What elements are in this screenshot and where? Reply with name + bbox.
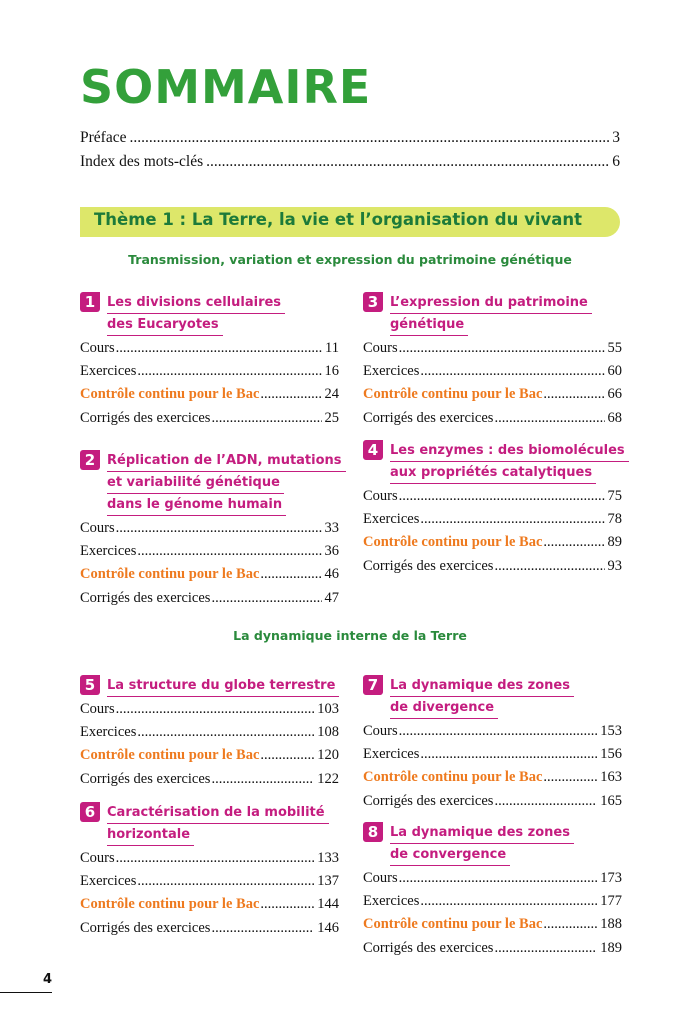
chapter-entries (363, 488, 622, 581)
toc-entry-page: 16 (324, 363, 339, 380)
toc-entry-page: 133 (317, 850, 339, 866)
chapter-6 (80, 802, 339, 943)
chapter-entries (80, 850, 339, 943)
page-title: SOMMAIRE (80, 60, 372, 114)
page-number (0, 970, 52, 993)
toc-entry-page: 146 (317, 919, 339, 936)
chapter-header[interactable] (363, 292, 622, 336)
chapter-7 (363, 675, 622, 816)
toc-entry[interactable] (363, 363, 622, 386)
toc-entry-page: 11 (325, 340, 339, 356)
chapter-title-line: horizontale (107, 824, 194, 846)
toc-entry[interactable] (80, 850, 339, 873)
dot-leader (116, 340, 322, 357)
chapter-title (107, 292, 339, 336)
dot-leader (420, 363, 604, 380)
dot-leader (494, 558, 604, 575)
toc-entry-label: Contrôle continu pour le Bac (363, 534, 543, 551)
toc-entry-page: 122 (317, 770, 339, 787)
dot-leader (260, 747, 314, 764)
dot-leader (399, 870, 598, 887)
dot-leader (494, 410, 604, 427)
toc-entry[interactable] (363, 386, 622, 409)
chapter-number-badge: 5 (80, 675, 100, 695)
section-title: Transmission, variation et expression du patrimoine génétique (128, 252, 572, 267)
chapter-title-line: de divergence (390, 697, 498, 719)
toc-entry-label: Exercices (80, 363, 137, 380)
toc-entry[interactable] (363, 558, 622, 581)
dot-leader (543, 769, 597, 786)
toc-entry-label: Préface (80, 129, 127, 146)
chapter-1 (80, 292, 339, 433)
section-title: La dynamique interne de la Terre (233, 628, 467, 643)
chapter-3 (363, 292, 622, 433)
toc-entry-page: 120 (317, 747, 339, 764)
chapter-entries (80, 701, 339, 794)
chapter-8 (363, 822, 622, 963)
chapter-title-line: La dynamique des zones (390, 822, 574, 844)
chapter-title (390, 292, 622, 336)
chapter-title (390, 675, 622, 719)
toc-entry[interactable] (80, 410, 339, 433)
theme-banner (80, 207, 620, 237)
toc-entry-label: Corrigés des exercices (80, 919, 211, 936)
toc-entry[interactable] (80, 701, 339, 724)
toc-entry-label: Cours (80, 340, 115, 356)
toc-entry-label: Cours (363, 340, 398, 356)
toc-entry[interactable] (363, 940, 622, 963)
dot-leader (260, 566, 321, 583)
toc-entry-label: Cours (80, 520, 115, 536)
toc-entry-label: Contrôle continu pour le Bac (363, 769, 543, 786)
dot-leader (543, 386, 604, 403)
dot-leader (260, 896, 314, 913)
dot-leader (399, 723, 598, 740)
toc-entry[interactable] (80, 543, 339, 566)
toc-entry-page: 75 (607, 488, 622, 504)
toc-entry-page: 156 (600, 746, 622, 763)
dot-leader (543, 534, 604, 551)
toc-entry-label: Contrôle continu pour le Bac (80, 896, 260, 913)
toc-entry-label: Corrigés des exercices (80, 409, 211, 426)
toc-entry-page: 188 (600, 916, 622, 933)
toc-entry-index[interactable] (80, 153, 620, 171)
toc-entry-page: 103 (317, 701, 339, 717)
chapter-number-badge: 3 (363, 292, 383, 312)
toc-entry[interactable] (80, 896, 339, 919)
toc-entry-label: Exercices (363, 746, 420, 763)
toc-entry-label: Exercices (80, 543, 137, 560)
toc-entry-page: 3 (612, 129, 620, 146)
toc-entry-label: Cours (363, 488, 398, 504)
dot-leader (494, 940, 597, 957)
chapter-title-line: Les divisions cellulaires (107, 292, 285, 314)
chapter-title-line: de convergence (390, 844, 510, 866)
toc-entry[interactable] (363, 511, 622, 534)
chapter-title-line: des Eucaryotes (107, 314, 223, 336)
toc-entry-page: 137 (317, 873, 339, 890)
toc-entry[interactable] (80, 747, 339, 770)
toc-entry-page: 36 (324, 543, 339, 560)
dot-leader (137, 363, 321, 380)
toc-entry-page: 60 (607, 363, 622, 380)
toc-entry-label: Exercices (363, 511, 420, 528)
toc-entry-label: Cours (80, 850, 115, 866)
dot-leader (129, 129, 609, 147)
toc-entry-label: Exercices (363, 363, 420, 380)
dot-leader (116, 701, 315, 718)
toc-entry-page: 55 (607, 340, 622, 356)
toc-entry-page: 46 (324, 566, 339, 583)
chapter-number-badge: 7 (363, 675, 383, 695)
dot-leader (260, 386, 321, 403)
chapter-title (107, 450, 342, 516)
toc-entry[interactable] (363, 793, 622, 816)
toc-entry[interactable] (80, 771, 339, 794)
toc-entry-label: Index des mots-clés (80, 153, 204, 170)
chapter-header[interactable] (363, 822, 622, 866)
dot-leader (543, 916, 597, 933)
dot-leader (211, 920, 314, 937)
toc-entry-page: 93 (607, 557, 622, 574)
toc-entry-page: 47 (324, 589, 339, 606)
toc-entry-page: 163 (600, 769, 622, 786)
toc-entry-page: 153 (600, 723, 622, 739)
toc-entry-label: Cours (363, 870, 398, 886)
toc-entry[interactable] (80, 363, 339, 386)
toc-entry-page: 165 (600, 792, 622, 809)
chapter-title-line: aux propriétés catalytiques (390, 462, 596, 484)
chapter-entries (80, 520, 339, 613)
toc-entry[interactable] (80, 724, 339, 747)
chapter-entries (363, 340, 622, 433)
toc-entry[interactable] (80, 920, 339, 943)
toc-entry-label: Contrôle continu pour le Bac (363, 916, 543, 933)
toc-entry-page: 144 (317, 896, 339, 913)
toc-entry-preface[interactable] (80, 129, 620, 147)
chapter-entries (363, 723, 622, 816)
toc-entry-page: 6 (612, 153, 620, 170)
chapter-4 (363, 440, 625, 581)
toc-entry[interactable] (363, 723, 622, 746)
chapter-header[interactable] (80, 802, 339, 846)
toc-entry-label: Corrigés des exercices (363, 557, 494, 574)
toc-entry-label: Contrôle continu pour le Bac (80, 566, 260, 583)
dot-leader (211, 590, 321, 607)
chapter-title (390, 440, 625, 484)
toc-entry[interactable] (363, 893, 622, 916)
page-number-text: 4 (42, 972, 52, 987)
toc-entry[interactable] (363, 769, 622, 792)
dot-leader (211, 410, 321, 427)
toc-entry[interactable] (80, 590, 339, 613)
dot-leader (420, 746, 597, 763)
toc-entry-label: Contrôle continu pour le Bac (80, 386, 260, 403)
toc-entry-page: 173 (600, 870, 622, 886)
toc-entry[interactable] (363, 870, 622, 893)
dot-leader (494, 793, 597, 810)
toc-entry-page: 25 (324, 409, 339, 426)
chapter-5 (80, 675, 339, 794)
toc-entry-label: Corrigés des exercices (363, 409, 494, 426)
chapter-header[interactable] (80, 292, 339, 336)
chapter-title-line: et variabilité génétique (107, 472, 284, 494)
chapter-title-line: La structure du globe terrestre (107, 675, 339, 697)
dot-leader (137, 543, 321, 560)
toc-entry-page: 108 (317, 724, 339, 741)
chapter-title-line: génétique (390, 314, 468, 336)
dot-leader (211, 771, 314, 788)
toc-entry[interactable] (363, 410, 622, 433)
chapter-entries (80, 340, 339, 433)
toc-entry[interactable] (363, 746, 622, 769)
toc-entry-label: Corrigés des exercices (363, 939, 494, 956)
dot-leader (399, 488, 605, 505)
dot-leader (137, 724, 314, 741)
chapter-number-badge: 1 (80, 292, 100, 312)
toc-entry[interactable] (363, 340, 622, 363)
toc-entry-label: Exercices (80, 724, 137, 741)
dot-leader (420, 511, 604, 528)
chapter-entries (363, 870, 622, 963)
toc-entry[interactable] (80, 566, 339, 589)
chapter-header[interactable] (363, 440, 625, 484)
toc-entry-label: Corrigés des exercices (80, 770, 211, 787)
toc-entry-label: Corrigés des exercices (80, 589, 211, 606)
chapter-title-line: Caractérisation de la mobilité (107, 802, 329, 824)
chapter-title-line: La dynamique des zones (390, 675, 574, 697)
toc-entry[interactable] (363, 488, 622, 511)
toc-entry-page: 177 (600, 893, 622, 910)
toc-entry-label: Exercices (80, 873, 137, 890)
toc-entry-label: Cours (363, 723, 398, 739)
chapter-title-line: Les enzymes : des biomolécules (390, 440, 629, 462)
toc-entry-page: 68 (607, 409, 622, 426)
toc-entry-label: Contrôle continu pour le Bac (363, 386, 543, 403)
toc-entry-page: 89 (607, 534, 622, 551)
chapter-title-line: L’expression du patrimoine (390, 292, 592, 314)
toc-entry[interactable] (80, 873, 339, 896)
toc-entry[interactable] (80, 386, 339, 409)
chapter-title (107, 675, 339, 697)
dot-leader (399, 340, 605, 357)
chapter-title (107, 802, 339, 846)
toc-entry[interactable] (363, 534, 622, 557)
chapter-number-badge: 2 (80, 450, 100, 470)
toc-entry[interactable] (80, 340, 339, 363)
chapter-title-line: dans le génome humain (107, 494, 286, 516)
toc-entry-page: 189 (600, 939, 622, 956)
dot-leader (116, 850, 315, 867)
toc-entry-label: Contrôle continu pour le Bac (80, 747, 260, 764)
chapter-number-badge: 4 (363, 440, 383, 460)
dot-leader (116, 520, 322, 537)
chapter-number-badge: 6 (80, 802, 100, 822)
chapter-header[interactable] (80, 450, 342, 516)
dot-leader (420, 893, 597, 910)
toc-entry[interactable] (80, 520, 339, 543)
toc-entry-label: Corrigés des exercices (363, 792, 494, 809)
toc-entry-page: 33 (324, 520, 339, 536)
toc-entry-page: 78 (607, 511, 622, 528)
chapter-header[interactable] (80, 675, 339, 697)
toc-entry[interactable] (363, 916, 622, 939)
dot-leader (206, 153, 609, 171)
chapter-title (390, 822, 622, 866)
chapter-number-badge: 8 (363, 822, 383, 842)
toc-entry-label: Exercices (363, 893, 420, 910)
dot-leader (137, 873, 314, 890)
chapter-header[interactable] (363, 675, 622, 719)
toc-entry-page: 66 (607, 386, 622, 403)
toc-entry-page: 24 (324, 386, 339, 403)
theme-title: Thème 1 : La Terre, la vie et l’organisation du vivant (94, 210, 583, 229)
toc-entry-label: Cours (80, 701, 115, 717)
chapter-2 (80, 450, 342, 613)
chapter-title-line: Réplication de l’ADN, mutations (107, 450, 346, 472)
